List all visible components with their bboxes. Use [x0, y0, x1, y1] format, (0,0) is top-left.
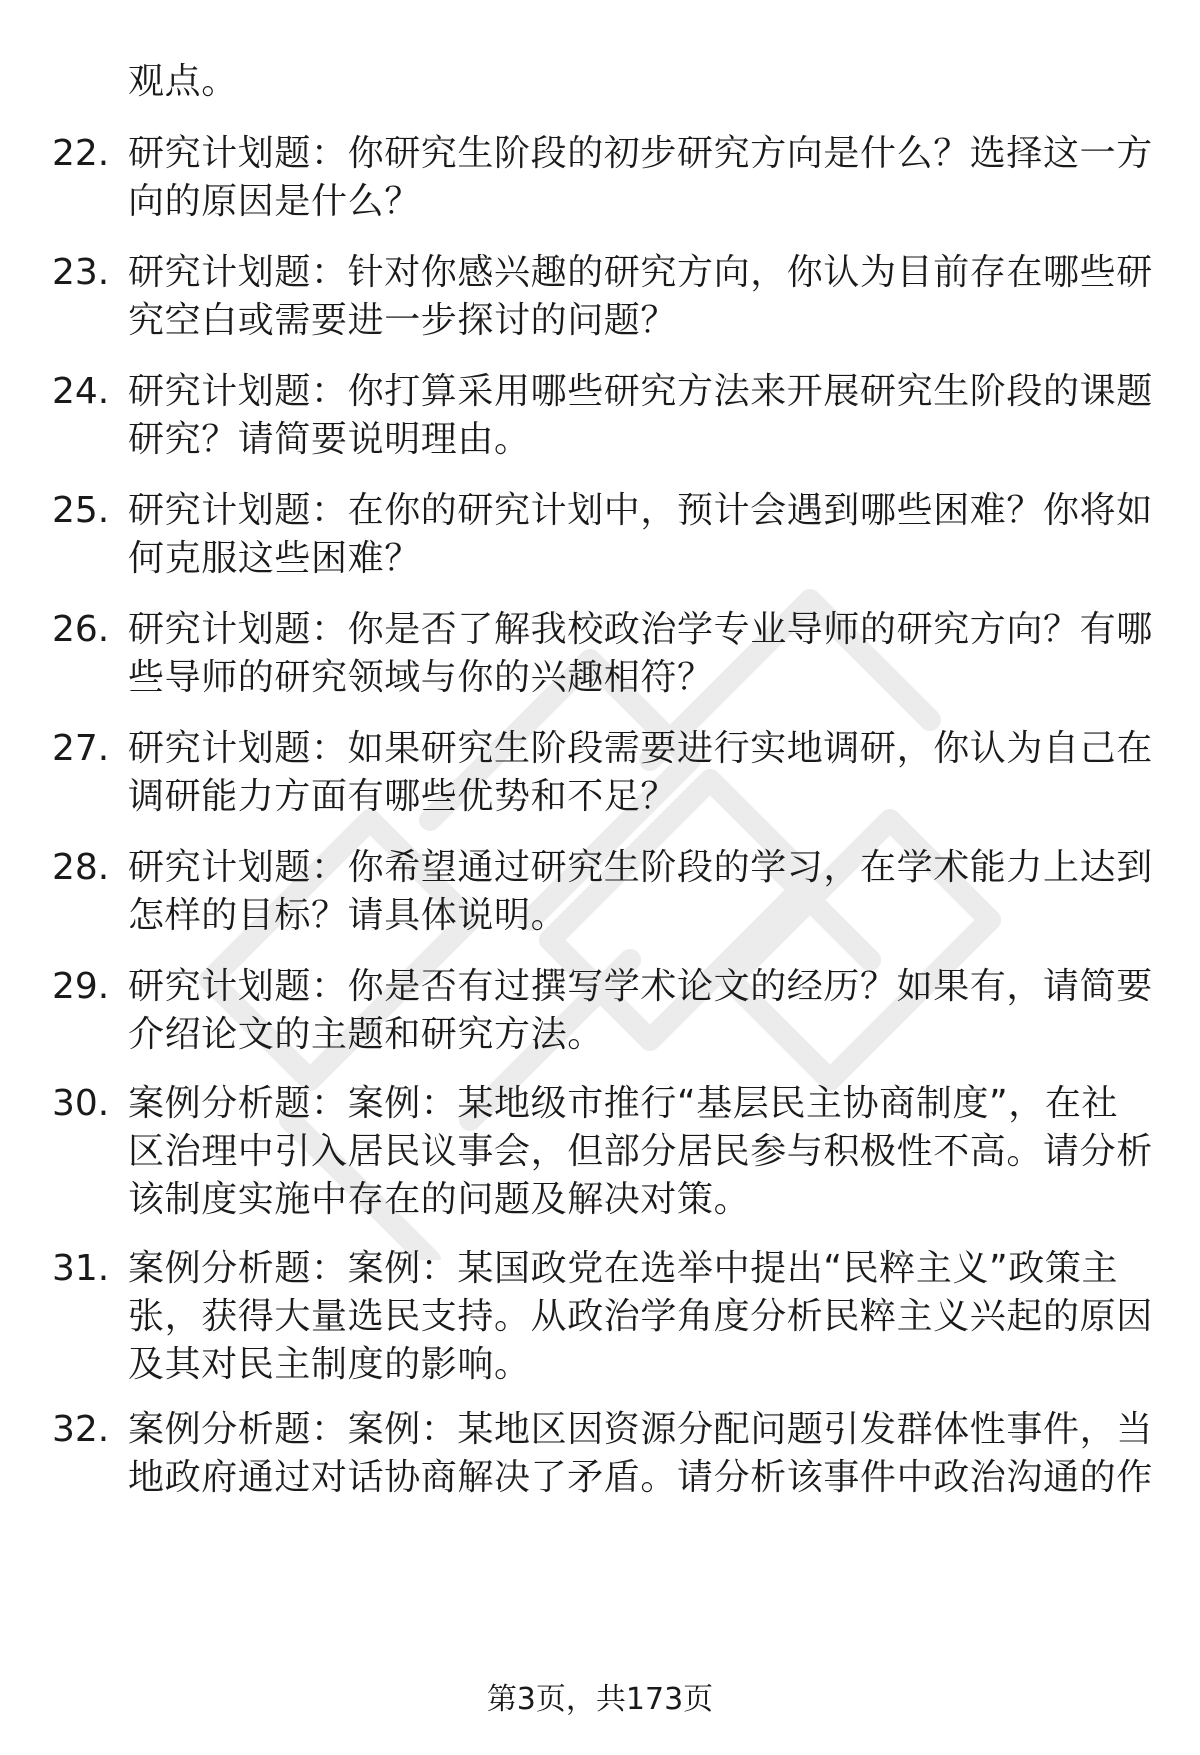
- page-footer: 第3页，共173页: [486, 1682, 714, 1717]
- item-text-line: 该制度实施中存在的问题及解决对策。: [128, 1179, 751, 1220]
- item-text: [128, 963, 1153, 1059]
- item-text: [128, 1080, 1153, 1224]
- item-text-line: 调研能力方面有哪些优势和不足？: [128, 776, 678, 817]
- item-text-line: 研究计划题：你是否有过撰写学术论文的经历？如果有，请简要: [128, 966, 1153, 1007]
- item-text-line: 研究计划题：你研究生阶段的初步研究方向是什么？选择这一方: [128, 133, 1153, 174]
- item-number: 31.: [52, 1248, 110, 1289]
- item-text: [128, 1245, 1153, 1389]
- item-number: 32.: [52, 1409, 110, 1450]
- item-text: [128, 844, 1153, 940]
- item-text-line: 研究计划题：在你的研究计划中，预计会遇到哪些困难？你将如: [128, 490, 1153, 531]
- item-number: 26.: [52, 609, 110, 650]
- item-number: 30.: [52, 1083, 110, 1124]
- item-text-line: 些导师的研究领域与你的兴趣相符？: [128, 657, 714, 698]
- item-text-line: 何克服这些困难？: [128, 538, 421, 579]
- item-text-line: 及其对民主制度的影响。: [128, 1344, 531, 1385]
- item-text: [128, 725, 1153, 821]
- item-text: [128, 1406, 1153, 1502]
- item-text: [128, 368, 1153, 464]
- item-number: 23.: [52, 252, 110, 293]
- item-number: 27.: [52, 728, 110, 769]
- item-text-line: 怎样的目标？请具体说明。: [128, 895, 568, 936]
- item-text-line: 区治理中引入居民议事会，但部分居民参与积极性不高。请分析: [128, 1131, 1153, 1172]
- item-text-line: 研究？请简要说明理由。: [128, 419, 531, 460]
- item-number: 28.: [52, 847, 110, 888]
- item-text-line: 案例分析题：案例：某地级市推行“基层民主协商制度”，在社: [128, 1083, 1119, 1124]
- item-text-line: 案例分析题：案例：某地区因资源分配问题引发群体性事件，当: [128, 1409, 1153, 1450]
- item-text-line: 案例分析题：案例：某国政党在选举中提出“民粹主义”政策主: [128, 1248, 1119, 1289]
- item-text-line: 究空白或需要进一步探讨的问题？: [128, 300, 678, 341]
- item-number: 29.: [52, 966, 110, 1007]
- item-text-line: 研究计划题：你是否了解我校政治学专业导师的研究方向？有哪: [128, 609, 1153, 650]
- item-text: [128, 130, 1153, 226]
- item-text-line: 张，获得大量选民支持。从政治学角度分析民粹主义兴起的原因: [128, 1296, 1153, 1337]
- item-text-line: 研究计划题：针对你感兴趣的研究方向，你认为目前存在哪些研: [128, 252, 1153, 293]
- item-text-line: 研究计划题：如果研究生阶段需要进行实地调研，你认为自己在: [128, 728, 1153, 769]
- item-text-line: 研究计划题：你希望通过研究生阶段的学习，在学术能力上达到: [128, 847, 1153, 888]
- item-number: 25.: [52, 490, 110, 531]
- item-text-line: 观点。: [128, 61, 238, 102]
- item-number: 24.: [52, 371, 110, 412]
- item-number: 22.: [52, 133, 110, 174]
- item-text-line: 介绍论文的主题和研究方法。: [128, 1014, 604, 1055]
- item-text: [128, 606, 1153, 702]
- item-text-line: 研究计划题：你打算采用哪些研究方法来开展研究生阶段的课题: [128, 371, 1153, 412]
- item-text-line: 向的原因是什么？: [128, 181, 421, 222]
- item-text-line: 地政府通过对话协商解决了矛盾。请分析该事件中政治沟通的作: [128, 1457, 1153, 1498]
- item-text: [128, 249, 1153, 345]
- item-text: [128, 58, 1133, 106]
- item-text: [128, 487, 1153, 583]
